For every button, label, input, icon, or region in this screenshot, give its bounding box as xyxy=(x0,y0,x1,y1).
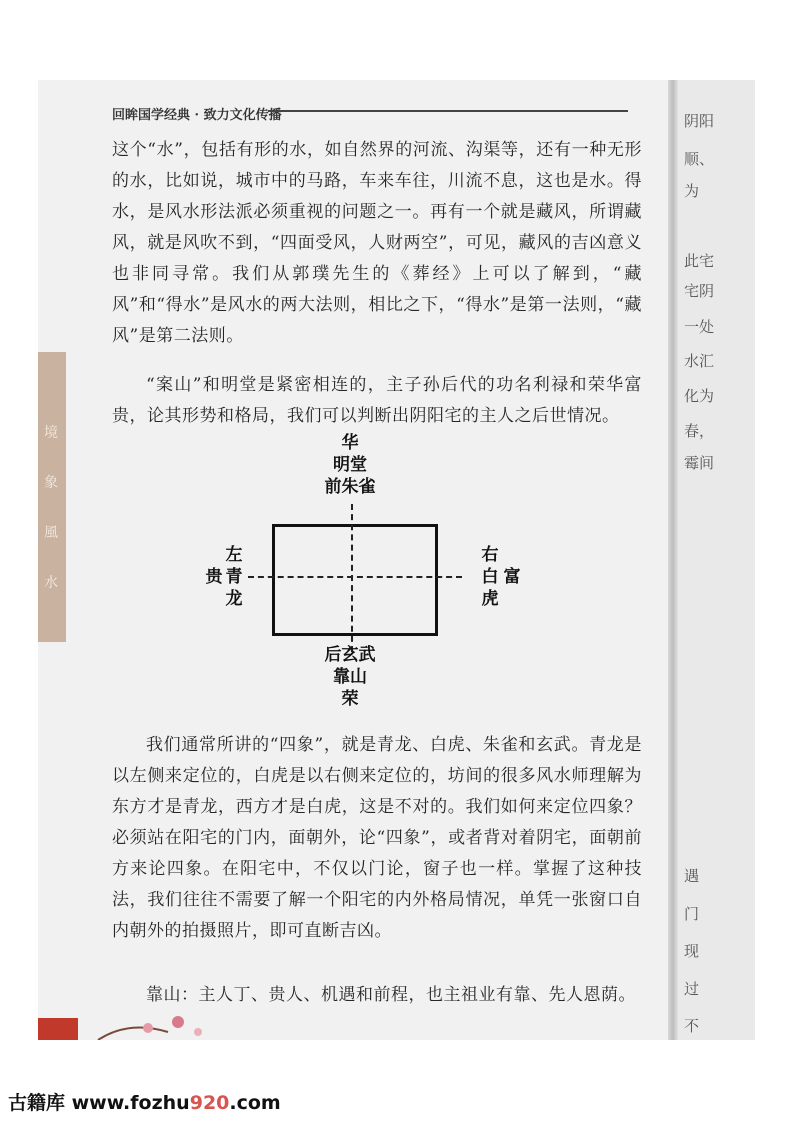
diagram-label: 华 xyxy=(341,433,359,453)
next-page-text: 宅阴 xyxy=(684,282,715,300)
diagram-label: 后玄武 xyxy=(324,645,376,665)
diagram-char: 左 xyxy=(225,545,243,565)
paragraph-kaoshan: 靠山：主人丁、贵人、机遇和前程，也主祖业有靠、先人恩荫。 xyxy=(146,985,636,1005)
diagram-label: 明堂 xyxy=(333,455,367,475)
diagram-label-baihu xyxy=(480,544,500,610)
diagram-bottom-labels xyxy=(300,644,400,710)
side-tab-char: 境 xyxy=(44,425,58,441)
diagram-top-labels xyxy=(300,432,400,498)
vertical-axis-dashed xyxy=(351,504,353,652)
next-page-text: 门 xyxy=(684,905,700,923)
side-tab-char: 風 xyxy=(44,525,58,541)
watermark-number: 920 xyxy=(189,1092,230,1114)
next-page-text: 化为 xyxy=(684,387,715,405)
next-page-text: 不 xyxy=(684,1017,700,1035)
source-watermark xyxy=(8,1088,281,1115)
next-page-text: 为 xyxy=(684,182,700,200)
side-tab-char: 水 xyxy=(44,575,58,591)
side-tab xyxy=(38,352,66,642)
watermark-brand: 古籍库 www.fozhu xyxy=(8,1092,190,1114)
paragraph-anshan: “案山”和明堂是紧密相连的，主子孙后代的功名利禄和荣华富贵，论其形势和格局，我们可以判断出阴阳宅的主人之后世情况。 xyxy=(112,375,642,426)
watermark-suffix: .com xyxy=(229,1092,281,1114)
book-page xyxy=(38,80,673,1040)
paragraph-four-symbols: 我们通常所讲的“四象”，就是青龙、白虎、朱雀和玄武。青龙是以左侧来定位的，白虎是以右侧来定位的，坊间的很多风水师理解为东方才是青龙，西方才是白虎，这是不对的。我们如何来定位四象？必须站在阳宅的门内，面朝外，论“四象”，或者背对着阴宅，面朝前方来论四象。在阳宅中，不仅以门论，窗子也一样。掌握了这种技法，我们往往不需要了解一个阳宅的内外格局情况，单凭一张窗口自内朝外的拍摄照片，即可直断吉凶。 xyxy=(112,735,642,941)
side-tab-char: 象 xyxy=(44,475,58,491)
next-page-text: 现 xyxy=(684,942,700,960)
diagram-label-gui: 贵 xyxy=(205,567,223,587)
next-page-text: 此宅 xyxy=(684,252,715,270)
diagram-label: 前朱雀 xyxy=(324,477,376,497)
diagram-char: 虎 xyxy=(481,589,499,609)
diagram-label: 靠山 xyxy=(333,667,367,687)
book-gutter xyxy=(668,80,678,1040)
next-page-text: 水汇 xyxy=(684,352,715,370)
next-page-text: 过 xyxy=(684,980,700,998)
next-page-text: 一处 xyxy=(684,318,715,336)
diagram-label: 荣 xyxy=(341,689,359,709)
paragraph-water-wind: 这个“水”，包括有形的水，如自然界的河流、沟渠等，还有一种无形的水，比如说，城市中的马路，车来车往，川流不息，这也是水。得水，是风水形法派必须重视的问题之一。再有一个就是藏风，所谓藏风，就是风吹不到，“四面受风，人财两空”，可见，藏风的吉凶意义也非同寻常。我们从郭璞先生的《葬经》上可以了解到，“藏风”和“得水”是风水的两大法则，相比之下，“得水”是第一法则，“藏风”是第二法则。 xyxy=(112,140,642,346)
diagram-char: 右 xyxy=(481,545,499,565)
header-rule xyxy=(268,110,628,112)
house-rectangle xyxy=(272,524,438,636)
diagram-label-qinglong xyxy=(224,544,244,610)
four-symbols-diagram xyxy=(178,432,538,712)
plum-blossom-decoration xyxy=(38,1010,238,1040)
next-page-text: 阴阳 xyxy=(684,112,715,130)
next-page-text: 霉间 xyxy=(684,454,715,472)
diagram-char: 青 xyxy=(225,567,243,587)
next-page-edge xyxy=(678,80,755,1040)
diagram-label-fu: 富 xyxy=(503,567,521,587)
diagram-char: 龙 xyxy=(225,589,243,609)
horizontal-axis-dashed xyxy=(248,576,462,578)
next-page-text: 顺、 xyxy=(684,150,715,168)
next-page-text: 春， xyxy=(684,422,715,440)
next-page-text: 遇 xyxy=(684,867,700,885)
diagram-char: 白 xyxy=(481,567,499,587)
book-photo xyxy=(38,80,755,1040)
running-header: 回眸国学经典 · 致力文化传播 xyxy=(112,108,282,123)
